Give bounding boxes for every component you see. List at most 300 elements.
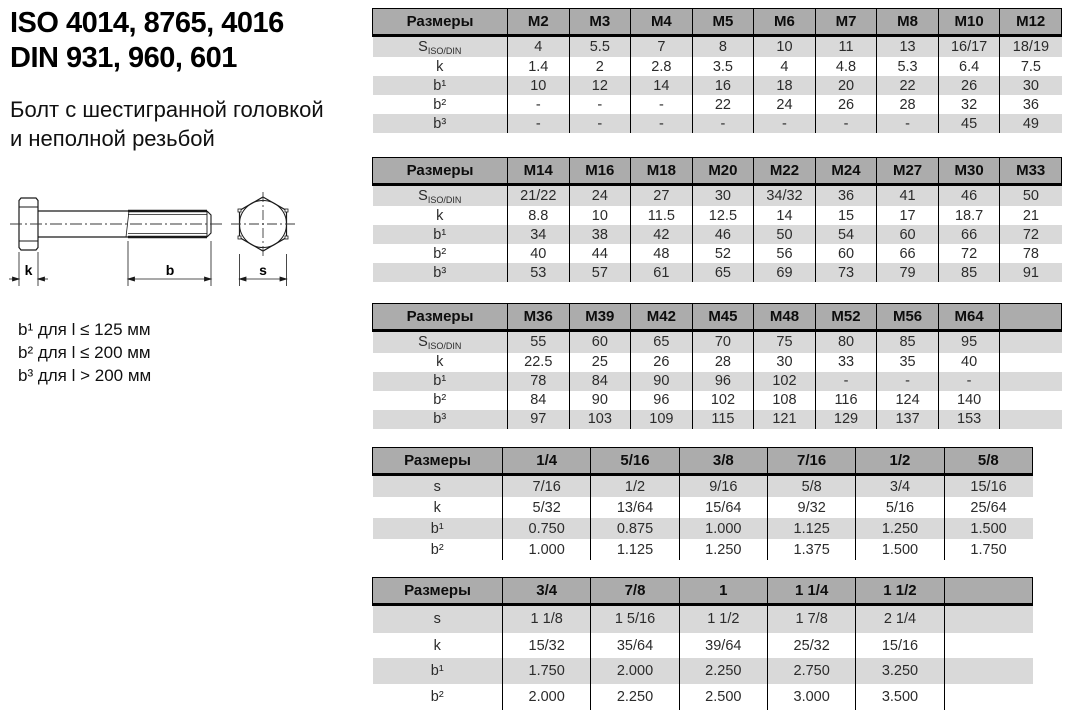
size-column-header: M27	[877, 158, 939, 185]
k-dimension	[9, 252, 48, 286]
row-label: b²	[433, 96, 447, 113]
value-cell: 5/16	[856, 497, 944, 518]
value-cell: 56	[754, 244, 816, 263]
row-label: b²	[433, 245, 447, 262]
size-column-header: M7	[815, 9, 877, 36]
size-column-header: 5/8	[944, 448, 1032, 475]
value-cell: 27	[631, 185, 693, 207]
value-cell: 66	[938, 225, 1000, 244]
value-cell: 96	[631, 391, 693, 410]
value-cell: 1.250	[856, 518, 944, 539]
row-label: s	[433, 611, 441, 628]
value-cell: 0.750	[503, 518, 591, 539]
value-cell: 116	[815, 391, 877, 410]
value-cell: 1.000	[503, 539, 591, 560]
table-row	[373, 518, 1033, 539]
empty-cell	[944, 633, 1032, 659]
value-cell: 12	[569, 76, 631, 95]
size-column-header: M4	[631, 9, 693, 36]
size-column-header: 1/2	[856, 448, 944, 475]
value-cell: 102	[692, 391, 754, 410]
value-cell: 15	[815, 206, 877, 225]
value-cell: 1.750	[944, 539, 1032, 560]
value-cell: 66	[877, 244, 939, 263]
value-cell: 25/64	[944, 497, 1032, 518]
value-cell: 2.000	[591, 658, 679, 684]
value-cell: 40	[508, 244, 570, 263]
value-cell: 12.5	[692, 206, 754, 225]
value-cell: 38	[569, 225, 631, 244]
size-column-header: 1	[679, 578, 767, 605]
value-cell: 26	[815, 95, 877, 114]
table-row	[373, 331, 1062, 353]
table-row	[373, 391, 1062, 410]
value-cell: 108	[754, 391, 816, 410]
size-column-header: M52	[815, 304, 877, 331]
value-cell: 22	[877, 76, 939, 95]
value-cell: 40	[938, 353, 1000, 372]
row-label: b³	[433, 115, 447, 132]
value-cell: 73	[815, 263, 877, 282]
table-row	[373, 684, 1033, 710]
value-cell: 21	[1000, 206, 1062, 225]
value-cell: 28	[877, 95, 939, 114]
dimension-table	[372, 303, 1062, 429]
size-column-header: M42	[631, 304, 693, 331]
value-cell: 4	[508, 36, 570, 58]
header-row	[373, 158, 1062, 185]
value-cell: -	[754, 114, 816, 133]
value-cell: 75	[754, 331, 816, 353]
empty-cell	[1000, 372, 1062, 391]
row-label: $S_{ISO/DIN}$	[418, 333, 462, 351]
imperial-table-three-quarter-to-one-half	[372, 577, 1033, 710]
size-column-header: M33	[1000, 158, 1062, 185]
value-cell: 3.250	[856, 658, 944, 684]
row-label: b¹	[433, 373, 447, 390]
row-label: $S_{ISO/DIN}$	[418, 187, 462, 205]
value-cell: 65	[692, 263, 754, 282]
value-cell: 16/17	[938, 36, 1000, 58]
value-cell: 15/32	[503, 633, 591, 659]
size-column-header: 3/4	[503, 578, 591, 605]
table-corner-header: Размеры	[373, 304, 508, 331]
value-cell: 36	[815, 185, 877, 207]
size-column-header: M45	[692, 304, 754, 331]
value-cell: 15/64	[679, 497, 767, 518]
value-cell: 35/64	[591, 633, 679, 659]
value-cell: 124	[877, 391, 939, 410]
row-label: k	[433, 499, 441, 516]
value-cell: 109	[631, 410, 693, 429]
value-cell: 30	[1000, 76, 1062, 95]
value-cell: 55	[508, 331, 570, 353]
value-cell: 0.875	[591, 518, 679, 539]
value-cell: 129	[815, 410, 877, 429]
value-cell: -	[815, 372, 877, 391]
size-column-header: M22	[754, 158, 816, 185]
row-label: $S_{ISO/DIN}$	[418, 38, 462, 56]
header-row	[373, 578, 1033, 605]
value-cell: 1 5/16	[591, 605, 679, 633]
empty-cell	[944, 658, 1032, 684]
table-row	[373, 633, 1033, 659]
table-row	[373, 353, 1062, 372]
value-cell: -	[938, 372, 1000, 391]
value-cell: 7.5	[1000, 57, 1062, 76]
value-cell: 140	[938, 391, 1000, 410]
row-label: b²	[430, 689, 444, 706]
size-column-header: M56	[877, 304, 939, 331]
size-column-header: M20	[692, 158, 754, 185]
value-cell: 9/16	[679, 475, 767, 498]
value-cell: 10	[508, 76, 570, 95]
value-cell: 9/32	[767, 497, 855, 518]
value-cell: -	[631, 114, 693, 133]
value-cell: 24	[569, 185, 631, 207]
value-cell: -	[815, 114, 877, 133]
value-cell: 60	[877, 225, 939, 244]
value-cell: 8.8	[508, 206, 570, 225]
metric-table-m14-m33	[372, 157, 1062, 282]
value-cell: 50	[754, 225, 816, 244]
value-cell: 30	[692, 185, 754, 207]
table-row	[373, 497, 1033, 518]
table-row	[373, 263, 1062, 282]
value-cell: 2 1/4	[856, 605, 944, 633]
value-cell: 61	[631, 263, 693, 282]
value-cell: 18.7	[938, 206, 1000, 225]
value-cell: 35	[877, 353, 939, 372]
value-cell: 90	[569, 391, 631, 410]
product-description	[10, 95, 324, 153]
size-column-header: M30	[938, 158, 1000, 185]
value-cell: 53	[508, 263, 570, 282]
value-cell: 25/32	[767, 633, 855, 659]
header-row	[373, 304, 1062, 331]
value-cell: 96	[692, 372, 754, 391]
size-column-header: M48	[754, 304, 816, 331]
value-cell: 17	[877, 206, 939, 225]
value-cell: 54	[815, 225, 877, 244]
value-cell: 2.750	[767, 658, 855, 684]
value-cell: 2.250	[591, 684, 679, 710]
value-cell: 2.8	[631, 57, 693, 76]
table-row	[373, 605, 1033, 633]
value-cell: 46	[692, 225, 754, 244]
value-cell: 91	[1000, 263, 1062, 282]
value-cell: 70	[692, 331, 754, 353]
value-cell: 1.500	[856, 539, 944, 560]
value-cell: 32	[938, 95, 1000, 114]
empty-cell	[944, 684, 1032, 710]
value-cell: 46	[938, 185, 1000, 207]
table-row	[373, 185, 1062, 207]
value-cell: 10	[754, 36, 816, 58]
row-label: b³	[433, 264, 447, 281]
value-cell: 2.500	[679, 684, 767, 710]
table-corner-header: Размеры	[373, 578, 503, 605]
value-cell: -	[631, 95, 693, 114]
row-label: b¹	[430, 663, 444, 680]
value-cell: 1/2	[591, 475, 679, 498]
row-label: b³	[433, 411, 447, 428]
size-column-header: M14	[508, 158, 570, 185]
value-cell: 78	[508, 372, 570, 391]
row-label-subscript: ISO/DIN	[427, 340, 462, 351]
row-label: b²	[433, 392, 447, 409]
value-cell: -	[508, 95, 570, 114]
value-cell: 121	[754, 410, 816, 429]
imperial-table-quarter-to-five-eighths	[372, 447, 1033, 560]
size-column-header: M3	[569, 9, 631, 36]
empty-column-header	[944, 578, 1032, 605]
value-cell: 1 7/8	[767, 605, 855, 633]
value-cell: 153	[938, 410, 1000, 429]
size-column-header: M8	[877, 9, 939, 36]
size-column-header: M12	[1000, 9, 1062, 36]
value-cell: 79	[877, 263, 939, 282]
value-cell: 41	[877, 185, 939, 207]
value-cell: 15/16	[944, 475, 1032, 498]
row-label: b¹	[430, 520, 444, 537]
dimension-table	[372, 8, 1062, 133]
value-cell: 42	[631, 225, 693, 244]
size-column-header: M16	[569, 158, 631, 185]
value-cell: 1.4	[508, 57, 570, 76]
empty-column-header	[1000, 304, 1062, 331]
description-line-1: Болт с шестигранной головкой	[10, 97, 324, 122]
row-label: k	[436, 58, 444, 75]
size-column-header: M6	[754, 9, 816, 36]
value-cell: 97	[508, 410, 570, 429]
table-row	[373, 36, 1062, 58]
value-cell: 14	[754, 206, 816, 225]
row-label: b¹	[433, 77, 447, 94]
value-cell: 3.5	[692, 57, 754, 76]
value-cell: 1 1/2	[679, 605, 767, 633]
empty-cell	[1000, 353, 1062, 372]
row-label: s	[433, 478, 441, 495]
value-cell: 11	[815, 36, 877, 58]
value-cell: -	[692, 114, 754, 133]
value-cell: -	[877, 372, 939, 391]
value-cell: 103	[569, 410, 631, 429]
value-cell: 2.250	[679, 658, 767, 684]
dimension-table	[372, 157, 1062, 282]
s-dimension	[240, 254, 287, 286]
value-cell: 15/16	[856, 633, 944, 659]
bolt-head-front-view	[231, 192, 295, 256]
size-column-header: M39	[569, 304, 631, 331]
empty-cell	[944, 605, 1032, 633]
value-cell: 24	[754, 95, 816, 114]
row-label: k	[436, 207, 444, 224]
value-cell: 33	[815, 353, 877, 372]
note-b2: b² для l ≤ 200 мм	[18, 343, 151, 362]
value-cell: 52	[692, 244, 754, 263]
value-cell: 20	[815, 76, 877, 95]
value-cell: 26	[631, 353, 693, 372]
value-cell: 7	[631, 36, 693, 58]
b-dimension-label: b	[165, 262, 175, 278]
table-row	[373, 57, 1062, 76]
k-dimension-label: k	[24, 262, 33, 278]
value-cell: 26	[938, 76, 1000, 95]
header-row	[373, 9, 1062, 36]
size-column-header: 1 1/4	[767, 578, 855, 605]
size-column-header: 1 1/2	[856, 578, 944, 605]
value-cell: 1.125	[767, 518, 855, 539]
din-standards-line: DIN 931, 960, 601	[10, 42, 237, 74]
value-cell: 69	[754, 263, 816, 282]
value-cell: 1.000	[679, 518, 767, 539]
value-cell: 18/19	[1000, 36, 1062, 58]
note-b1: b¹ для l ≤ 125 мм	[18, 320, 151, 339]
value-cell: 5/32	[503, 497, 591, 518]
value-cell: 18	[754, 76, 816, 95]
row-label-subscript: ISO/DIN	[427, 45, 462, 56]
value-cell: 5.3	[877, 57, 939, 76]
value-cell: 4	[754, 57, 816, 76]
row-label: k	[436, 354, 444, 371]
value-cell: 5.5	[569, 36, 631, 58]
size-column-header: M18	[631, 158, 693, 185]
value-cell: 137	[877, 410, 939, 429]
value-cell: 84	[569, 372, 631, 391]
metric-table-m2-m12	[372, 8, 1062, 133]
value-cell: 1.750	[503, 658, 591, 684]
value-cell: 2	[569, 57, 631, 76]
table-row	[373, 410, 1062, 429]
value-cell: 1 1/8	[503, 605, 591, 633]
b-dimension	[128, 241, 211, 286]
table-row	[373, 658, 1033, 684]
value-cell: 22	[692, 95, 754, 114]
value-cell: 1.125	[591, 539, 679, 560]
table-corner-header: Размеры	[373, 448, 503, 475]
value-cell: 102	[754, 372, 816, 391]
value-cell: 50	[1000, 185, 1062, 207]
metric-table-m36-m64	[372, 303, 1062, 429]
value-cell: 1.500	[944, 518, 1032, 539]
value-cell: 11.5	[631, 206, 693, 225]
value-cell: 2.000	[503, 684, 591, 710]
value-cell: 39/64	[679, 633, 767, 659]
value-cell: 95	[938, 331, 1000, 353]
size-column-header: M64	[938, 304, 1000, 331]
value-cell: 78	[1000, 244, 1062, 263]
empty-cell	[1000, 331, 1062, 353]
value-cell: 7/16	[503, 475, 591, 498]
value-cell: 48	[631, 244, 693, 263]
dimension-table	[372, 447, 1033, 560]
value-cell: 1.375	[767, 539, 855, 560]
value-cell: 90	[631, 372, 693, 391]
description-line-2: и неполной резьбой	[10, 126, 215, 151]
value-cell: 80	[815, 331, 877, 353]
table-corner-header: Размеры	[373, 9, 508, 36]
value-cell: 49	[1000, 114, 1062, 133]
value-cell: 16	[692, 76, 754, 95]
value-cell: 60	[569, 331, 631, 353]
value-cell: 21/22	[508, 185, 570, 207]
size-column-header: 7/16	[767, 448, 855, 475]
size-column-header: 1/4	[503, 448, 591, 475]
size-column-header: 7/8	[591, 578, 679, 605]
value-cell: 13/64	[591, 497, 679, 518]
value-cell: 30	[754, 353, 816, 372]
value-cell: 84	[508, 391, 570, 410]
table-corner-header: Размеры	[373, 158, 508, 185]
value-cell: 36	[1000, 95, 1062, 114]
s-dimension-label: s	[259, 262, 267, 278]
value-cell: 10	[569, 206, 631, 225]
empty-cell	[1000, 410, 1062, 429]
table-row	[373, 225, 1062, 244]
value-cell: 3.000	[767, 684, 855, 710]
value-cell: 13	[877, 36, 939, 58]
value-cell: 65	[631, 331, 693, 353]
value-cell: 44	[569, 244, 631, 263]
value-cell: 25	[569, 353, 631, 372]
size-column-header: 3/8	[679, 448, 767, 475]
value-cell: 28	[692, 353, 754, 372]
row-label: b²	[430, 541, 444, 558]
table-row	[373, 95, 1062, 114]
value-cell: 5/8	[767, 475, 855, 498]
note-b3: b³ для l > 200 мм	[18, 366, 152, 385]
size-column-header: M24	[815, 158, 877, 185]
value-cell: 72	[1000, 225, 1062, 244]
row-label: b¹	[433, 226, 447, 243]
value-cell: -	[569, 95, 631, 114]
table-row	[373, 206, 1062, 225]
size-column-header: M2	[508, 9, 570, 36]
row-label-subscript: ISO/DIN	[427, 194, 462, 205]
iso-standards-line: ISO 4014, 8765, 4016	[10, 7, 284, 39]
table-row	[373, 539, 1033, 560]
table-row	[373, 475, 1033, 498]
value-cell: 85	[877, 331, 939, 353]
dimension-table	[372, 577, 1033, 710]
value-cell: 22.5	[508, 353, 570, 372]
size-column-header: 5/16	[591, 448, 679, 475]
bolt-technical-drawing	[8, 188, 340, 296]
value-cell: 3/4	[856, 475, 944, 498]
value-cell: 115	[692, 410, 754, 429]
value-cell: 1.250	[679, 539, 767, 560]
value-cell: 4.8	[815, 57, 877, 76]
value-cell: -	[508, 114, 570, 133]
size-column-header: M5	[692, 9, 754, 36]
thread-length-notes	[18, 318, 151, 387]
value-cell: 57	[569, 263, 631, 282]
value-cell: 45	[938, 114, 1000, 133]
standard-title	[10, 6, 284, 76]
value-cell: 14	[631, 76, 693, 95]
empty-cell	[1000, 391, 1062, 410]
table-row	[373, 244, 1062, 263]
table-row	[373, 114, 1062, 133]
value-cell: 34	[508, 225, 570, 244]
value-cell: -	[877, 114, 939, 133]
value-cell: -	[569, 114, 631, 133]
value-cell: 85	[938, 263, 1000, 282]
value-cell: 34/32	[754, 185, 816, 207]
value-cell: 60	[815, 244, 877, 263]
size-column-header: M36	[508, 304, 570, 331]
